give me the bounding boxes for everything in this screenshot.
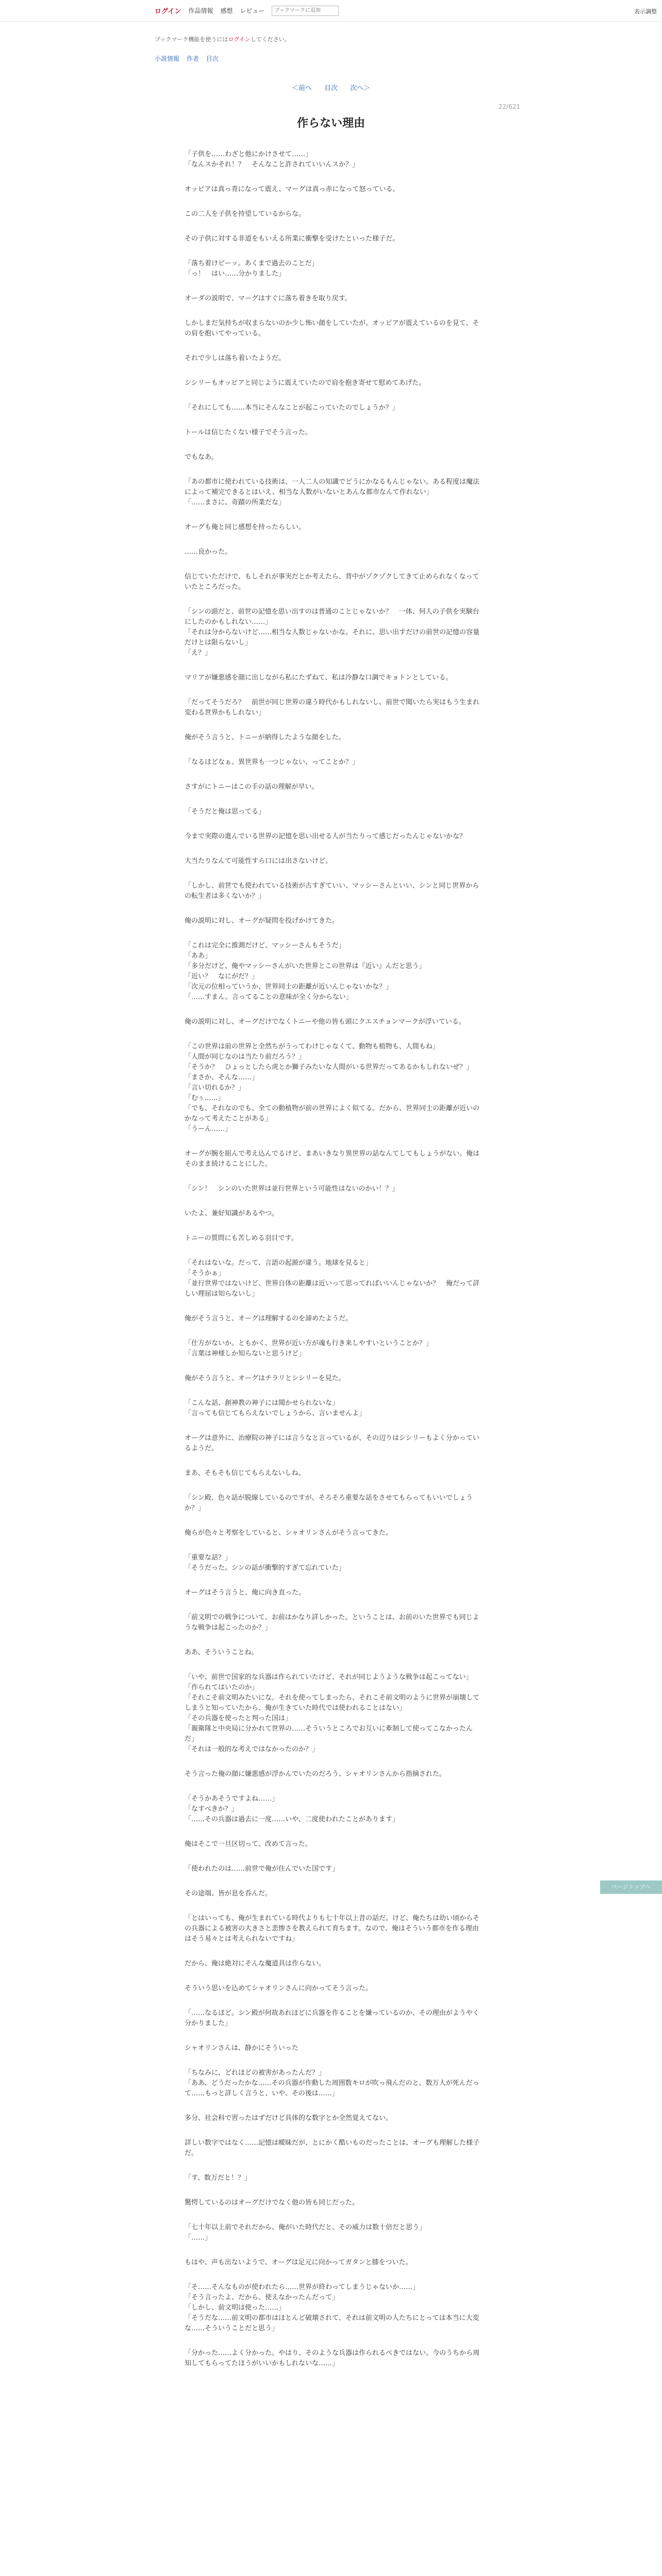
- toc-link[interactable]: 目次: [324, 84, 338, 92]
- body-paragraph: いたよ、兼好知識があるやつ。: [185, 1210, 278, 1217]
- body-paragraph: 「す、数万だと！？」: [185, 2174, 251, 2182]
- episode-pager-top: [0, 82, 662, 92]
- body-paragraph: 俺はそこで一旦区切って、改めて言った。: [185, 1840, 312, 1848]
- body-paragraph: その子供に対する非道をもいえる所業に衝撃を受けたといった様子だ。: [185, 235, 400, 243]
- body-paragraph: 大当たりなんて可能性すら口には出さないけど。: [185, 857, 333, 865]
- body-paragraph: 「そうかあそうですよね……」 「なすべきか？」 「……その兵器は過去に一度……いや、二度使われたことがあります」: [185, 1795, 399, 1823]
- body-paragraph: シャオリンさんは、静かにそういった: [185, 2044, 299, 2052]
- body-paragraph: そういう思いを込めてシャオリンさんに向かってそう言った。: [185, 1985, 372, 1992]
- body-paragraph: 「そうだと俺は思ってる」: [185, 808, 266, 816]
- body-paragraph: 「あの都市に使われている技術は、一人二人の知識でどうにかなるもんじゃない。ある程度は魔法によって補完できるとはいえ、相当な人数がいないとあんな都市なんて作れない」 「……まさに、奇蹟の所業だな」: [185, 478, 480, 506]
- body-paragraph: オーグは意外に、治療院の神子には言うなと言っているが、その辺りはシシリーもよく分かっているようだ。: [185, 1434, 479, 1452]
- body-paragraph: ああ、そういうことね。: [185, 1649, 258, 1656]
- body-paragraph: オッピアは真っ青になって震え、マーグは真っ赤になって怒っている。: [185, 185, 400, 193]
- top-navigation-bar: [0, 0, 662, 22]
- body-paragraph: 「落ち着けビーッ。あくまで過去のことだ」 「っ！ はい……分かりました」: [185, 260, 319, 278]
- body-paragraph: 「しかし、前世でも使われている技術が古すぎていい、マッシーさんといい、シンと同じ世界からの転生者は多くないか？」: [185, 882, 479, 900]
- body-paragraph: トニーの質問にも苦しめる羽目です。: [185, 1234, 298, 1242]
- body-paragraph: さすがにトニーはこの手の話の理解が早い。: [185, 783, 319, 791]
- login-link[interactable]: ログイン: [155, 8, 181, 15]
- body-paragraph: 「いや、前世で国家的な兵器は作られていたけど、それが同じようような戦争は起こってない」 「作られてはいたのか」 「それこそ前文明みたいにな。それを使ってしまったら、それこそ前文明のように世界が崩壊してしまうと知っていたから、俺が生きていた時代では使われることはない」 「その兵器を使ったと判った国は」 「親衛隊と中央局に分かれて世界の……そういうところでお互いに牽制して使ってこなかったんだ」 「それは一般的な考えではなかったのか？」: [185, 1673, 480, 1753]
- bookmark-notice: [155, 35, 290, 43]
- novel-body: [185, 149, 484, 2383]
- breadcrumb-author[interactable]: 作者: [186, 55, 199, 62]
- body-paragraph: 「子供を……わざと他にかけさせて……」 「なんスかそれ！？ そんなこと許されていいんスか？」: [185, 150, 359, 168]
- notice-text-after: してください。: [250, 36, 290, 43]
- body-paragraph: でもなあ。: [185, 453, 218, 461]
- body-paragraph: 「そ……そんなものが使われたら……世界が終わってしまうじゃないか……」 「そう言ったよ、だから、使えなかったんだって」 「しかし、前文明は使った……」 「そうだな……前文明の都市はほとんど破壊されて、それは前文明の人たちにとっては本当に大変な……そういうことだと思う」: [185, 2283, 479, 2332]
- body-paragraph: 「だってそうだろ？ 前世が同じ世界の違う時代かもしれないし、前世で聞いたら実はもう生まれ変わる世界かもしれない」: [185, 699, 480, 717]
- breadcrumb-novel-info[interactable]: 小説情報: [155, 55, 180, 62]
- body-paragraph: しかしまだ気持ちが収まらないのか少し怖い顔をしていたが、オッピアが震えているのを見て、その肩を抱いてやっている。: [185, 319, 479, 337]
- body-paragraph: 「とはいっても、俺が生まれている時代よりも七十年以上昔の話だ。けど、俺たちは幼い頃からその兵器による被害の大きさと悲惨さを教えられて育ちます。なので、俺はそういう都市を作る理由はそう易々とは考えられないですね」: [185, 1914, 480, 1943]
- body-paragraph: 詳しい数字ではなく……記憶は曖昧だが、とにかく酷いものだったことは、オーグも理解した様子だ。: [185, 2139, 480, 2157]
- body-paragraph: 「シン殿、色々話が脱線しているのですが、そろそろ重要な話をさせてもらってもいいでしょうか？」: [185, 1494, 473, 1512]
- nav-link-info[interactable]: 作品情報: [188, 7, 213, 14]
- body-paragraph: トールは信じたくない様子でそう言った。: [185, 429, 312, 436]
- body-paragraph: それで少しは落ち着いたようだ。: [185, 354, 286, 362]
- body-paragraph: 「それはないな。だって、言語の起源が違う。地球を見ると」 「そうかぁ」 「並行世界ではないけど、世界自体の距離は近いって思ってればいいんじゃないか？ 俺だって詳しい理屈は知らないし」: [185, 1259, 480, 1298]
- body-paragraph: オーダの説明で、マーグはすぐに落ち着きを取り戻す。: [185, 295, 352, 302]
- breadcrumb-toc[interactable]: 目次: [206, 55, 219, 62]
- body-paragraph: 「仕方がないか。ともかく、世界が近い方が魂も行き来しやすいということか？」 「言葉は神様しか知らないと思うけど」: [185, 1340, 433, 1358]
- breadcrumb: [155, 54, 224, 63]
- body-paragraph: 多分、社会科で習ったはずだけど具体的な数字とか全然覚えてない。: [185, 2114, 393, 2122]
- body-paragraph: 「これは完全に推測だけど、マッシーさんもそうだ」 「ああ」 「多分だけど、俺やマッシーさんがいた世界とこの世界は『近い』んだと思う」 「近い？ なにがだ？」 「次元の位相っていうか、世界同士の距離が近いんじゃないかな？」 「……すまん。言ってることの意味が全く分からない」: [185, 942, 426, 1001]
- body-paragraph: 「分かった……よく分かった。やはり、そのような兵器は作られるべきではない。今のうちから周知してもらってたほうがいいかもしれないな……」: [185, 2349, 480, 2367]
- notice-text-before: ブックマーク機能を使うには: [155, 36, 228, 43]
- body-paragraph: 「ちなみに、どれほどの被害があったんだ？」 「ああ、どうだったかな……その兵器が作動した周囲数キロが吹っ飛んだのと、数万人が死んだって……もっと詳しく言うと、いや、その後は……」: [185, 2069, 479, 2097]
- body-paragraph: まあ、そもそも信じてもらえないしね。: [185, 1469, 305, 1477]
- body-paragraph: 俺がそう言うと、オーグは理解するのを諦めたようだ。: [185, 1315, 353, 1323]
- body-paragraph: 信じていただけで、もしそれが事実だとか考えたら、背中がゾクゾクしてきて止められなくなっていたところだった。: [185, 573, 479, 591]
- body-paragraph: ……良かった。: [185, 548, 232, 556]
- body-paragraph: オーグはそう言うと、俺に向き直った。: [185, 1589, 306, 1597]
- body-paragraph: 今まで実際の進んでいる世界の記憶を思い出せる人が当たりって感じだったんじゃないかな？: [185, 833, 467, 840]
- body-paragraph: 「重要な話？」 「そうだった。シンの話が衝撃的すぎて忘れていた」: [185, 1554, 345, 1572]
- episode-number: 22/621: [498, 103, 520, 110]
- body-paragraph: 「使われたのは……前世で俺が住んでいた国です」: [185, 1865, 339, 1873]
- body-paragraph: その途端、皆が息を呑んだ。: [185, 1890, 272, 1897]
- body-paragraph: マリアが嫌悪感を顔に出しながら私にたずねて、私は冷静な口調でキョトンとしている。: [185, 674, 453, 682]
- body-paragraph: 「それにしても……本当にそんなことが起こっていたのでしょうか？」: [185, 404, 399, 412]
- notice-login-link[interactable]: ログイン: [228, 36, 251, 43]
- body-paragraph: 俺の説明に対し、オーグだけでなくトニーや他の皆も頭にクエスチョンマークが浮いている。: [185, 1018, 466, 1026]
- body-paragraph: 俺がそう言うと、オーグはチラリとシシリーを見た。: [185, 1375, 345, 1382]
- body-paragraph: 俺がそう言うと、トニーが納得したような顔をした。: [185, 734, 345, 741]
- body-paragraph: 「こんな話、創神教の神子には聞かせられないな」 「言っても信じてもらえないでしょうから、言いませんよ」: [185, 1399, 366, 1417]
- body-paragraph: オーグが腕を組んで考え込んでるけど、まあいきなり異世界の話なんてしてもしょうがない。俺はそのまま続けることにした。: [185, 1150, 480, 1168]
- body-paragraph: 俺らが色々と考察をしていると、シャオリンさんがそう言ってきた。: [185, 1529, 392, 1537]
- body-paragraph: もはや、声も出ないようで、オーグは足元に向かってガタンと膝をついた。: [185, 2259, 412, 2266]
- body-paragraph: そう言った俺の顔に嫌悪感が浮かんでいたのだろう、シャオリンさんから指摘された。: [185, 1770, 446, 1778]
- nav-link-review[interactable]: レビュー: [240, 7, 265, 14]
- episode-title: 作らない理由: [296, 117, 365, 130]
- body-paragraph: 俺の説明に対し、オーグが疑問を投げかけてきた。: [185, 917, 339, 925]
- nav-link-impressions[interactable]: 感想: [220, 7, 233, 14]
- page-top-button[interactable]: ページトップへ: [600, 1880, 662, 1894]
- bookmark-input[interactable]: [272, 6, 339, 16]
- body-paragraph: 「……なるほど。シン殿が何故あれほどに兵器を作ることを嫌っているのか、その理由がようやく分かりました」: [185, 2009, 479, 2027]
- body-paragraph: 「なるほどなぁ。異世界も一つじゃない、ってことか？」: [185, 758, 359, 766]
- body-paragraph: 驚愕しているのはオーグだけでなく他の皆も同じだった。: [185, 2199, 359, 2207]
- body-paragraph: 「七十年以上前でそれだから、俺がいた時代だと、その威力は数十倍だと思う」 「……」: [185, 2224, 426, 2242]
- body-paragraph: シシリーもオッピアと同じように震えていたので肩を抱き寄せて慰めてあげた。: [185, 379, 426, 387]
- body-paragraph: だから、俺は絶対にそんな魔道具は作らない。: [185, 1960, 326, 1968]
- display-settings-link[interactable]: 表示調整: [634, 8, 657, 15]
- body-paragraph: 「シンの頭だと、前世の記憶を思い出すのは普通のことじゃないか？ 一体、何人の子供を実験台にしたのかもしれない……」 「それは分からないけど……相当な人数じゃないかな。それに、思い出すだけの前世の記憶の容量だけとは限らないし」 「え？」: [185, 608, 480, 657]
- next-episode-link[interactable]: 次へ＞: [350, 84, 371, 92]
- body-paragraph: 「前文明での戦争について、お前はかなり詳しかった。ということは、お前のいた世界でも同じような戦争は起こったのか？」: [185, 1614, 479, 1632]
- prev-episode-link[interactable]: ＜前へ: [291, 84, 312, 92]
- body-paragraph: 「この世界は前の世界と全然ちがうってわけじゃなくて、動物も植物も、人間もね」 「人間が同じなのは当たり前だろう？」 「そうか？ ひょっとしたら虎とか獅子みたいな人間がいる世界だってあるかもしれないぜ？」 「まさか、そんな……」 「言い切れるか？」 「むぅ……」 「でも、それなのでも、全ての動植物が前の世界によく似てる。だから、世界同士の距離が近いのかなって考えたことがある」 「うーん……」: [185, 1043, 480, 1133]
- body-paragraph: オーグも俺と同じ感想を持ったらしい。: [185, 523, 306, 531]
- body-paragraph: この二人を子供を持望しているからな。: [185, 210, 306, 218]
- body-paragraph: 「シン！ シンのいた世界は並行世界という可能性はないのかい！？」: [185, 1185, 399, 1193]
